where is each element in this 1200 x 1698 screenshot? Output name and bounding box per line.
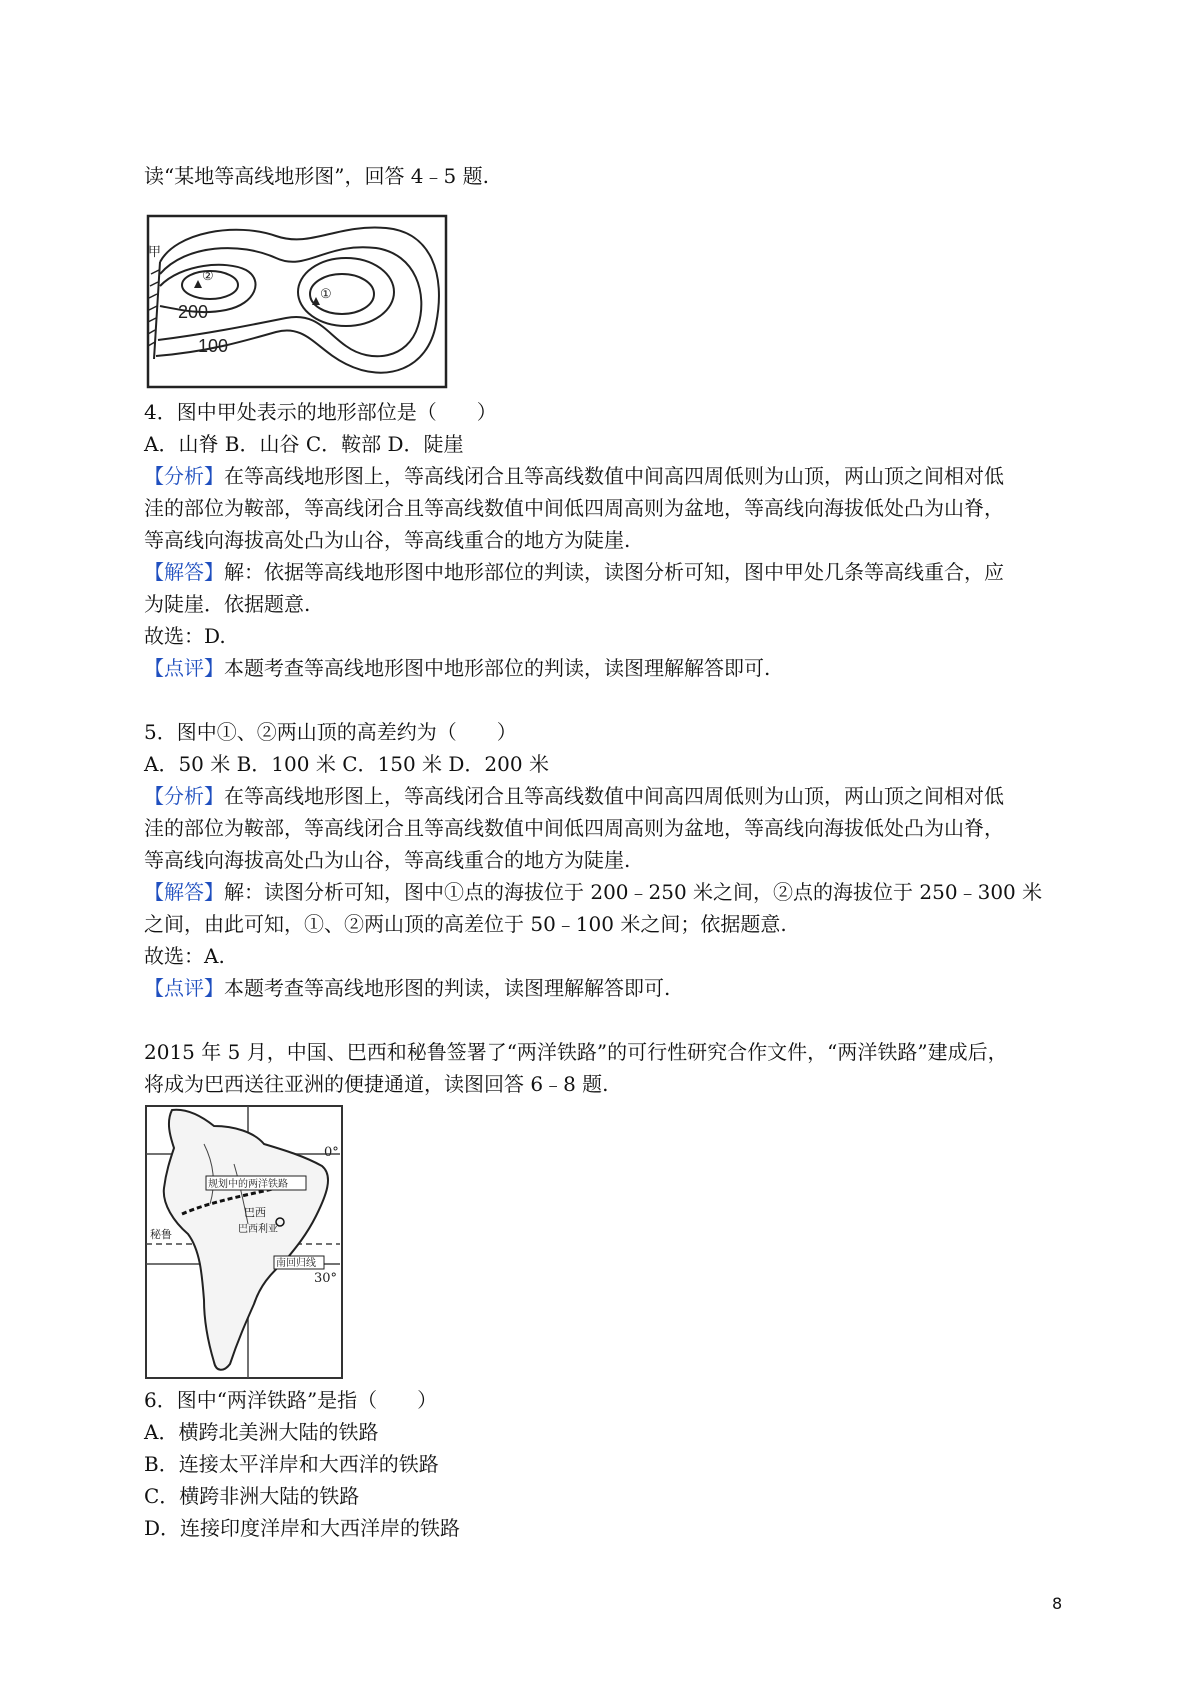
analysis-tag: 【分析】 (144, 784, 224, 808)
contour-map (146, 214, 448, 389)
q6-option-d: D．连接印度洋岸和大西洋岸的铁路 (144, 1516, 461, 1540)
q5-stem: 5．图中①、②两山顶的高差约为（ ） (144, 720, 517, 744)
intro2-line2: 将成为巴西送往亚洲的便捷通道，读图回答 6﹣8 题. (144, 1072, 609, 1096)
q6-option-b: B．连接太平洋岸和大西洋的铁路 (144, 1452, 439, 1476)
comment-tag: 【点评】 (144, 976, 224, 1000)
south-america-map (144, 1104, 358, 1382)
answer-tag: 【解答】 (144, 880, 224, 904)
label-tropic: 南回归线 (276, 1258, 316, 1269)
answer-tag: 【解答】 (144, 560, 224, 584)
q4-analysis-line1: 【分析】在等高线地形图上，等高线闭合且等高线数值中间高四周低则为山顶，两山顶之间相对低 (144, 464, 1004, 488)
label-railway: 规划中的两洋铁路 (208, 1179, 288, 1190)
q4-comment: 【点评】本题考查等高线地形图中地形部位的判读，读图理解解答即可. (144, 656, 771, 680)
q5-analysis-line2: 洼的部位为鞍部，等高线闭合且等高线数值中间低四周高则为盆地，等高线向海拔低处凸为山脊， (144, 816, 1004, 840)
label-peru: 秘鲁 (150, 1228, 172, 1241)
q5-answer-line2: 之间，由此可知，①、②两山顶的高差位于 50﹣100 米之间；依据题意. (144, 912, 787, 936)
q4-analysis-line3: 等高线向海拔高处凸为山谷，等高线重合的地方为陡崖. (144, 528, 631, 552)
q4-answer-line2: 为陡崖．依据题意. (144, 592, 311, 616)
q4-stem: 4．图中甲处表示的地形部位是（ ） (144, 400, 497, 424)
label-lat-30: 30° (314, 1271, 338, 1286)
q4-options: A．山脊 B．山谷 C．鞍部 D．陡崖 (144, 432, 464, 456)
label-peak-1: ① (320, 287, 332, 302)
label-contour-100: 100 (198, 336, 229, 356)
label-contour-200: 200 (178, 302, 209, 322)
q6-stem: 6．图中“两洋铁路”是指（ ） (144, 1388, 438, 1412)
analysis-tag: 【分析】 (144, 464, 224, 488)
intro2-line1: 2015 年 5 月，中国、巴西和秘鲁签署了“两洋铁路”的可行性研究合作文件，“两洋铁路”建成后， (144, 1040, 1008, 1064)
q5-choice: 故选：A. (144, 944, 225, 968)
label-brazil: 巴西 (244, 1206, 266, 1219)
label-peak-2: ② (202, 269, 214, 284)
q5-options: A．50 米 B．100 米 C．150 米 D．200 米 (144, 752, 549, 776)
q6-option-c: C．横跨非洲大陆的铁路 (144, 1484, 360, 1508)
q6-option-a: A．横跨北美洲大陆的铁路 (144, 1420, 379, 1444)
q5-comment: 【点评】本题考查等高线地形图的判读，读图理解解答即可. (144, 976, 671, 1000)
label-jia: 甲 (148, 245, 162, 260)
q4-answer-line1: 【解答】解：依据等高线地形图中地形部位的判读，读图分析可知，图中甲处几条等高线重合，应 (144, 560, 1004, 584)
intro-text: 读“某地等高线地形图”，回答 4﹣5 题. (144, 164, 489, 188)
comment-tag: 【点评】 (144, 656, 224, 680)
q4-analysis-line2: 洼的部位为鞍部，等高线闭合且等高线数值中间低四周高则为盆地，等高线向海拔低处凸为山脊， (144, 496, 1004, 520)
label-lat-0: 0° (324, 1145, 339, 1160)
page-number: 8 (1052, 1594, 1063, 1613)
q5-answer-line1: 【解答】解：读图分析可知，图中①点的海拔位于 200﹣250 米之间，②点的海拔位于 250﹣300 米 (144, 880, 1043, 904)
q4-choice: 故选：D. (144, 624, 226, 648)
label-brasilia: 巴西利亚 (238, 1224, 278, 1235)
q5-analysis-line1: 【分析】在等高线地形图上，等高线闭合且等高线数值中间高四周低则为山顶，两山顶之间相对低 (144, 784, 1004, 808)
q5-analysis-line3: 等高线向海拔高处凸为山谷，等高线重合的地方为陡崖. (144, 848, 631, 872)
